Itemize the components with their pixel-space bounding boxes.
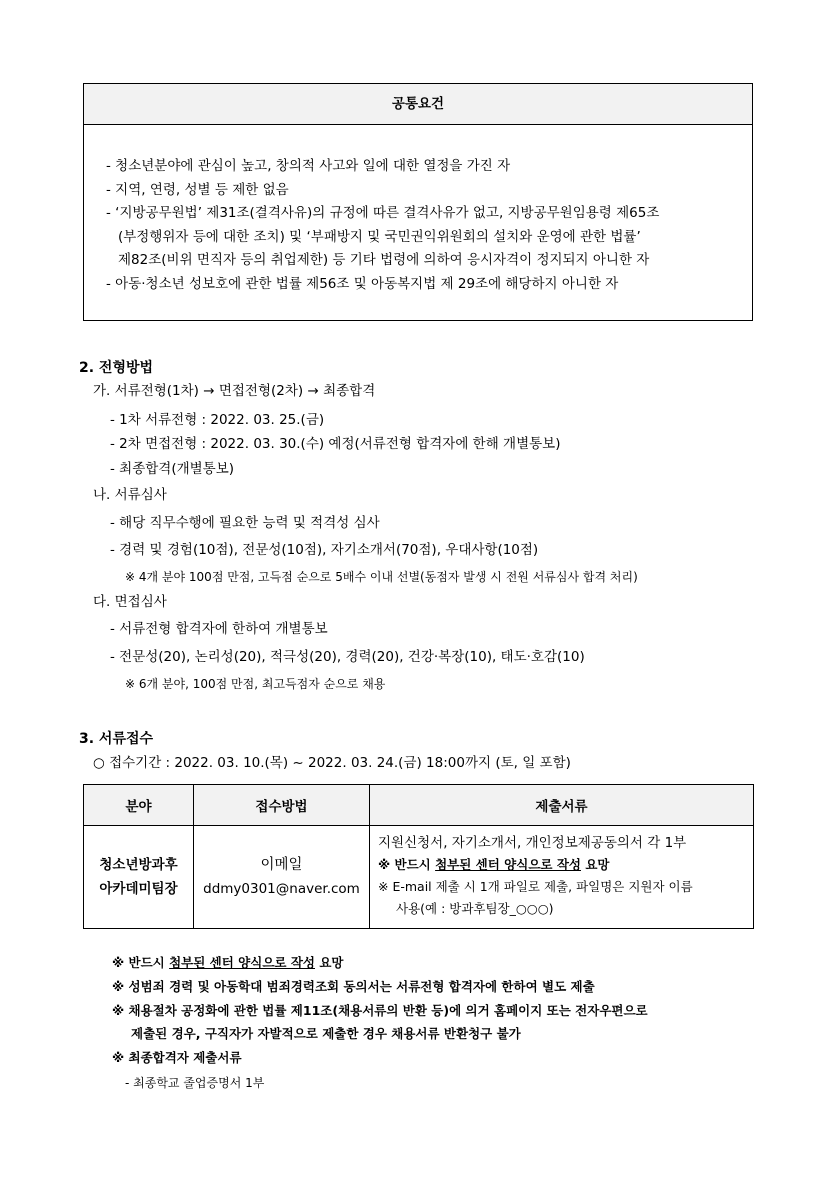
warning-suffix: 요망 <box>580 857 610 872</box>
common-requirements-box <box>83 83 753 321</box>
section-2-title: 2. 전형방법 <box>79 360 154 376</box>
requirement-item-cont: 제82조(비위 면직자 등의 취업제한) 등 기타 법령에 의하여 응시자격이 정지되지 아니한 자 <box>118 252 650 268</box>
field-line: 청소년방과후 <box>99 857 178 873</box>
requirement-item-cont: (부정행위자 등에 대한 조치) 및 ‘부패방지 및 국민권익위원회의 설치와 운영에 관한 법률’ <box>118 228 641 245</box>
note-return: ※ 채용절차 공정화에 관한 법률 제11조(채용서류의 반환 등)에 의거 홈페이지 또는 전자우편으로 <box>112 1003 648 1018</box>
list-item: - 경력 및 경험(10점), 전문성(10점), 자기소개서(70점), 우대사항(10점) <box>110 542 539 558</box>
table-header-row <box>84 785 754 826</box>
section-3-title: 3. 서류접수 <box>79 731 154 747</box>
submission-table <box>83 784 754 929</box>
documents-cell <box>370 826 754 929</box>
header-documents: 제출서류 <box>370 785 754 826</box>
documents-email-note: ※ E-mail 제출 시 1개 파일로 제출, 파일명은 지원자 이름 <box>378 879 693 894</box>
note-consent: ※ 성범죄 경력 및 아동학대 범죄경력조회 동의서는 서류전형 합격자에 한하여 별도 제출 <box>112 979 595 994</box>
method-cell <box>194 826 370 929</box>
header-method: 접수방법 <box>194 785 370 826</box>
field-cell <box>84 826 194 929</box>
selection-steps: 가. 서류전형(1차) → 면접전형(2차) → 최종합격 <box>93 383 376 399</box>
interview-note: ※ 6개 분야, 100점 만점, 최고득점자 순으로 채용 <box>125 677 386 691</box>
note-underlined: 첨부된 센터 양식으로 작성 <box>169 955 315 970</box>
review-note: ※ 4개 분야 100점 만점, 고득점 순으로 5배수 이내 선별(동점자 발생 시 전원 서류심사 합격 처리) <box>125 570 638 584</box>
warning-prefix: ※ 반드시 <box>378 857 436 872</box>
common-requirements-list <box>84 125 752 296</box>
warning-underlined: 첨부된 센터 양식으로 작성 <box>435 857 581 872</box>
note-template <box>112 953 344 973</box>
note-final-docs: ※ 최종합격자 제출서류 <box>112 1050 242 1065</box>
common-requirements-title: 공통요건 <box>84 84 752 125</box>
note-suffix: 요망 <box>314 955 344 970</box>
documents-warning <box>378 854 747 876</box>
documents-email-note-cont: 사용(예 : 방과후팀장_○○○) <box>396 901 554 916</box>
method-label: 이메일 <box>260 857 303 873</box>
list-item: - 2차 면접전형 : 2022. 03. 30.(수) 예정(서류전형 합격자에 한해 개별통보) <box>110 436 561 452</box>
interview-heading: 다. 면접심사 <box>93 594 167 610</box>
requirement-item: - 청소년분야에 관심이 높고, 창의적 사고와 일에 대한 열정을 가진 자 <box>106 158 511 174</box>
email-address: ddmy0301@naver.com <box>203 881 360 897</box>
table-row <box>84 826 754 929</box>
requirement-item: - ‘지방공무원법’ 제31조(결격사유)의 규정에 따른 결격사유가 없고, 지방공무원임용령 제65조 <box>106 205 660 221</box>
list-item: - 서류전형 합격자에 한하여 개별통보 <box>110 621 328 637</box>
list-item: - 1차 서류전형 : 2022. 03. 25.(금) <box>110 412 325 428</box>
final-doc-item: - 최종학교 졸업증명서 1부 <box>125 1076 265 1090</box>
note-prefix: ※ 반드시 <box>112 955 170 970</box>
requirement-item: - 지역, 연령, 성별 등 제한 없음 <box>106 181 289 198</box>
header-field: 분야 <box>84 785 194 826</box>
list-item: - 해당 직무수행에 필요한 능력 및 적격성 심사 <box>110 515 380 531</box>
list-item: - 최종합격(개별통보) <box>110 461 235 477</box>
documents-line: 지원신청서, 자기소개서, 개인정보제공동의서 각 1부 <box>378 835 687 851</box>
document-review-heading: 나. 서류심사 <box>93 487 167 503</box>
field-line: 아카데미팀장 <box>99 881 178 897</box>
note-return-cont: 제출된 경우, 구직자가 자발적으로 제출한 경우 채용서류 반환청구 불가 <box>131 1026 521 1041</box>
list-item: - 전문성(20), 논리성(20), 적극성(20), 경력(20), 건강·복장(10), 태도·호감(10) <box>110 649 585 665</box>
requirement-item: - 아동·청소년 성보호에 관한 법률 제56조 및 아동복지법 제 29조에 해당하지 아니한 자 <box>106 275 619 292</box>
application-period: ○ 접수기간 : 2022. 03. 10.(목) ~ 2022. 03. 24.(금) 18:00까지 (토, 일 포함) <box>93 755 571 771</box>
